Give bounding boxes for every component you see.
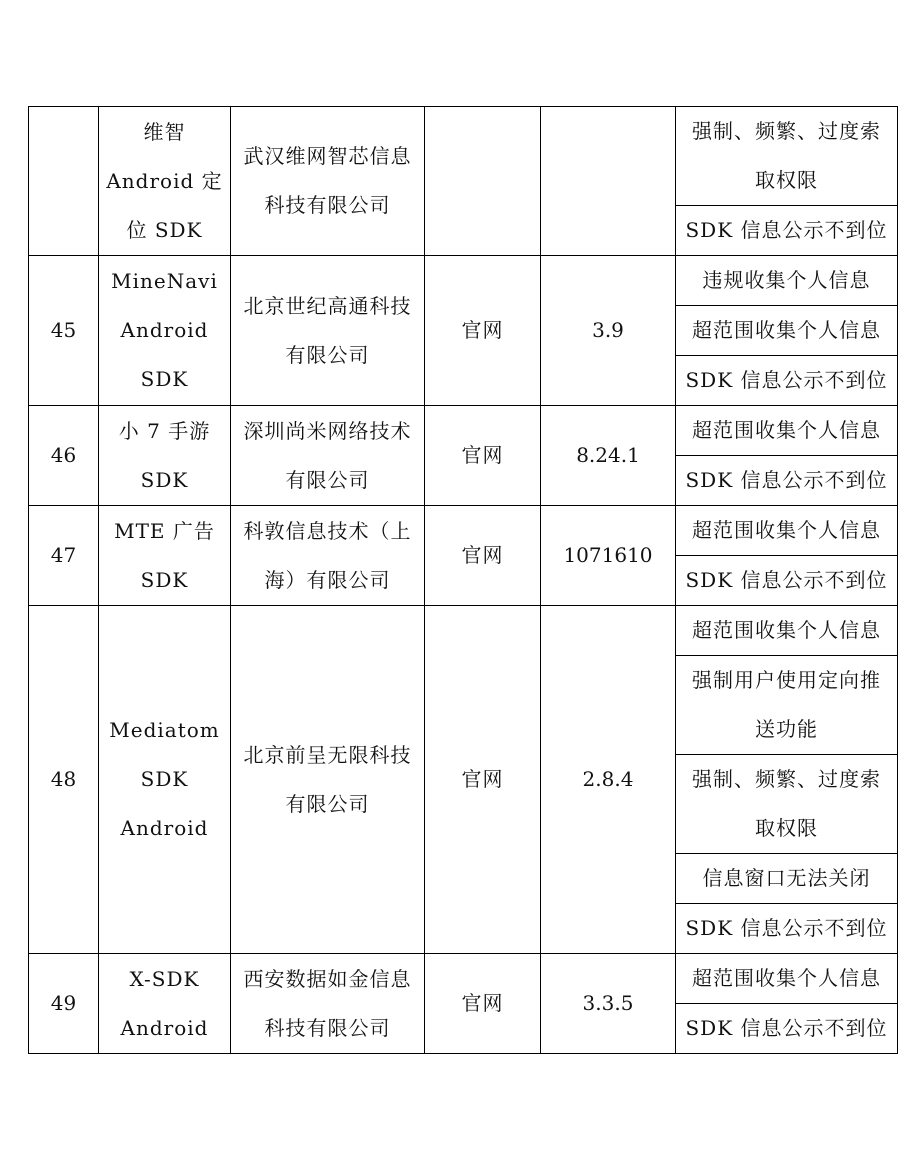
sdk-name-cell-line: MineNavi: [111, 269, 218, 293]
sdk-name-cell-line: MTE 广告: [114, 518, 215, 543]
sdk-company-cell: [231, 256, 425, 406]
sdk-issue-cell: [676, 406, 898, 456]
sdk-company-cell-line: 有限公司: [285, 467, 370, 492]
sdk-name-cell-line: 位 SDK: [126, 217, 203, 242]
sdk-name-cell-line: Android 定: [106, 168, 223, 193]
sdk-issue-cell: [676, 954, 898, 1004]
sdk-company-cell-line: 北京世纪高通科技: [243, 293, 412, 318]
sdk-name-cell-line: X-SDK: [129, 966, 200, 991]
sdk-company-cell: [231, 954, 425, 1054]
sdk-issue-cell: [676, 506, 898, 556]
sdk-name-cell: [99, 506, 231, 606]
sdk-name-cell: [99, 406, 231, 506]
sdk-issue-cell-line: 违规收集个人信息: [702, 268, 871, 292]
table-body: [29, 107, 898, 1054]
sdk-name-cell-line: 小 7 手游: [118, 418, 211, 443]
sdk-number-cell: 49: [29, 954, 99, 1054]
sdk-issue-cell-line: SDK 信息公示不到位: [685, 468, 888, 492]
sdk-issue-cell-line: 取权限: [755, 168, 818, 192]
sdk-issue-cell: [676, 606, 898, 656]
sdk-issue-cell-line: 超范围收集个人信息: [692, 966, 881, 990]
sdk-name-cell: [99, 606, 231, 954]
sdk-source-cell: 官网: [425, 506, 541, 606]
sdk-source-cell: [425, 107, 541, 256]
sdk-issue-cell: [676, 456, 898, 506]
sdk-issue-cell-line: SDK 信息公示不到位: [685, 916, 888, 940]
sdk-name-cell-line: SDK: [140, 767, 189, 791]
sdk-version-cell: 8.24.1: [541, 406, 676, 506]
sdk-name-cell-line: SDK: [140, 567, 189, 592]
sdk-company-cell-line: 武汉维网智芯信息: [243, 144, 412, 168]
sdk-name-cell-line: SDK: [140, 467, 189, 492]
table-row: [29, 954, 898, 1004]
sdk-source-cell: 官网: [425, 606, 541, 954]
sdk-version-cell: [541, 107, 676, 256]
table-row: [29, 406, 898, 456]
sdk-number-cell: 47: [29, 506, 99, 606]
table-row: [29, 506, 898, 556]
sdk-source-cell: 官网: [425, 256, 541, 406]
sdk-issue-cell: [676, 256, 898, 306]
sdk-company-cell: [231, 506, 425, 606]
sdk-source-cell: 官网: [425, 954, 541, 1054]
sdk-name-cell-line: SDK: [140, 367, 189, 391]
sdk-number-cell: [29, 107, 99, 256]
sdk-issue-cell: [676, 556, 898, 606]
sdk-company-cell-line: 有限公司: [285, 342, 370, 367]
sdk-issue-cell-line: SDK 信息公示不到位: [685, 218, 888, 242]
sdk-version-cell: 1071610: [541, 506, 676, 606]
sdk-company-cell-line: 科技有限公司: [264, 1015, 391, 1040]
sdk-issue-cell-line: 强制用户使用定向推: [692, 668, 881, 692]
sdk-issue-cell: [676, 755, 898, 854]
sdk-issue-cell: [676, 107, 898, 206]
sdk-source-cell: 官网: [425, 406, 541, 506]
table-row: [29, 256, 898, 306]
table-row: [29, 606, 898, 656]
sdk-issue-cell: [676, 306, 898, 356]
sdk-company-cell-line: 科技有限公司: [264, 193, 391, 217]
sdk-issue-cell: [676, 904, 898, 954]
sdk-version-cell: 3.9: [541, 256, 676, 406]
sdk-name-cell: [99, 954, 231, 1054]
sdk-company-cell-line: 北京前呈无限科技: [243, 742, 412, 767]
sdk-issue-cell-line: 强制、频繁、过度索: [692, 767, 881, 791]
sdk-company-cell-line: 海）有限公司: [264, 567, 391, 592]
sdk-company-cell: [231, 107, 425, 256]
sdk-name-cell-line: Android: [120, 816, 209, 840]
sdk-number-cell: 46: [29, 406, 99, 506]
sdk-company-cell-line: 科敦信息技术（上: [243, 518, 412, 543]
table-row: [29, 107, 898, 206]
sdk-issue-cell-line: 超范围收集个人信息: [692, 418, 881, 442]
sdk-name-cell-line: Android: [120, 1015, 209, 1040]
sdk-issue-cell-line: SDK 信息公示不到位: [685, 368, 888, 392]
sdk-number-cell: 48: [29, 606, 99, 954]
sdk-issue-cell-line: 超范围收集个人信息: [692, 518, 881, 542]
sdk-company-cell: [231, 406, 425, 506]
sdk-company-cell-line: 西安数据如金信息: [243, 966, 412, 991]
sdk-number-cell: 45: [29, 256, 99, 406]
sdk-report-table-container: [28, 106, 898, 1054]
sdk-name-cell: [99, 256, 231, 406]
sdk-issue-cell-line: 超范围收集个人信息: [692, 318, 881, 342]
sdk-version-cell: 2.8.4: [541, 606, 676, 954]
sdk-issue-cell: [676, 854, 898, 904]
sdk-name-cell-line: 维智: [143, 119, 186, 144]
sdk-name-cell: [99, 107, 231, 256]
sdk-issue-cell-line: 信息窗口无法关闭: [702, 866, 871, 890]
sdk-issue-cell: [676, 356, 898, 406]
sdk-issue-cell-line: 超范围收集个人信息: [692, 618, 881, 642]
sdk-issue-cell-line: 强制、频繁、过度索: [692, 119, 881, 143]
sdk-company-cell-line: 深圳尚米网络技术: [243, 418, 412, 443]
sdk-issue-cell: [676, 206, 898, 256]
sdk-version-cell: 3.3.5: [541, 954, 676, 1054]
sdk-issue-cell-line: 送功能: [755, 717, 818, 741]
sdk-company-cell-line: 有限公司: [285, 791, 370, 816]
sdk-issue-cell-line: 取权限: [755, 816, 818, 840]
sdk-issue-cell-line: SDK 信息公示不到位: [685, 1016, 888, 1040]
sdk-issue-cell: [676, 656, 898, 755]
sdk-issue-cell-line: SDK 信息公示不到位: [685, 568, 888, 592]
sdk-name-cell-line: Mediatom: [109, 718, 220, 742]
sdk-issue-cell: [676, 1004, 898, 1054]
sdk-company-cell: [231, 606, 425, 954]
sdk-report-table: [28, 106, 898, 1054]
sdk-name-cell-line: Android: [120, 318, 209, 342]
